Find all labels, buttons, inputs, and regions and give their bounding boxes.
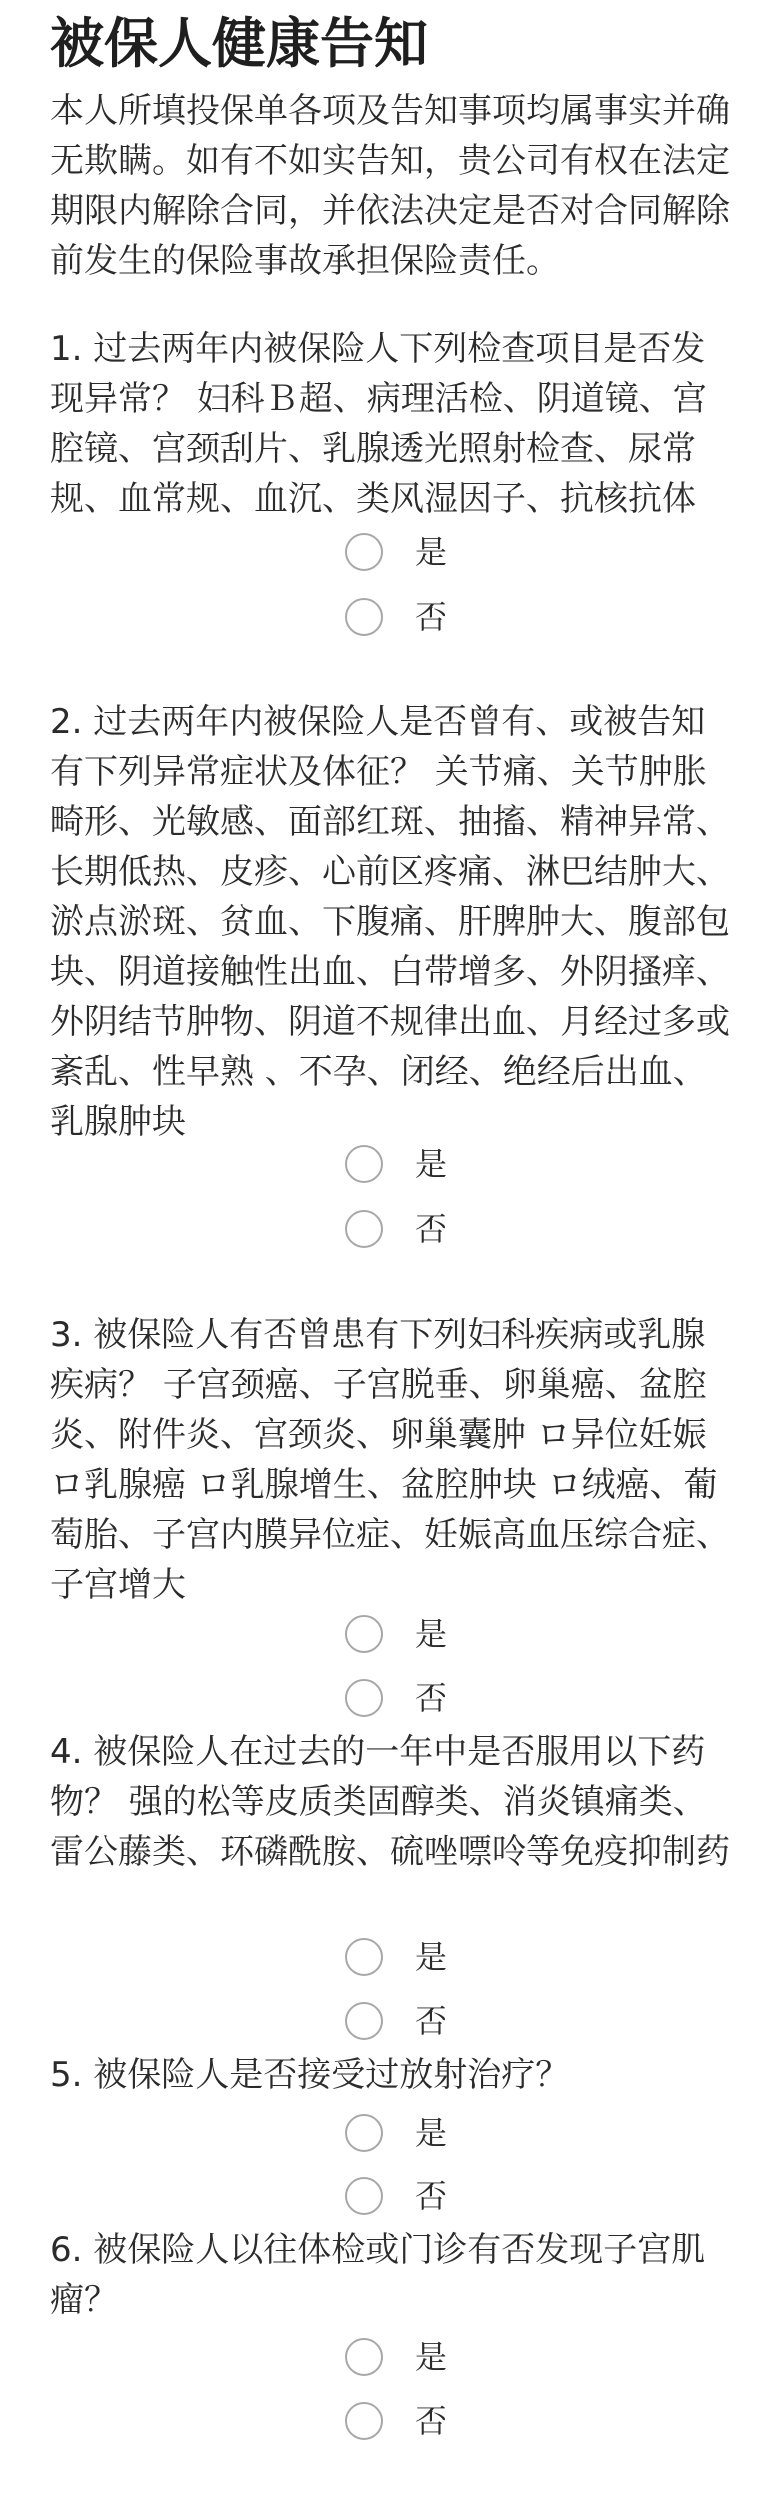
- radio-circle-icon[interactable]: [345, 2114, 383, 2152]
- question-1-text: 1. 过去两年内被保险人下列检查项目是否发现异常？ 妇科Ｂ超、病理活检、阴道镜、宫腔镜、宫颈刮片、乳腺透光照射检查、尿常规、血常规、血沉、类风湿因子、抗核抗体: [50, 329, 707, 519]
- radio-circle-icon[interactable]: [345, 1145, 383, 1183]
- radio-circle-icon[interactable]: [345, 2002, 383, 2040]
- question-2-option-yes[interactable]: [345, 1140, 447, 1188]
- question-3-text: 3. 被保险人有否曾患有下列妇科疾病或乳腺疾病？ 子宫颈癌、子宫脱垂、卵巢癌、盆腔炎、附件炎、宫颈炎、卵巢囊肿 ロ异位妊娠 ロ乳腺癌 ロ乳腺增生、盆腔肿块 ロ绒癌、葡萄胎、子宫内膜异位症、妊娠高血压综合症、子宫增大: [50, 1315, 730, 1605]
- declaration-text: 本人所填投保单各项及告知事项均属事实并确无欺瞒。如有不如实告知，贵公司有权在法定期限内解除合同，并依法决定是否对合同解除前发生的保险事故承担保险责任。: [50, 91, 730, 281]
- question-5-text: 5. 被保险人是否接受过放射治疗？: [50, 2055, 570, 2095]
- option-label-yes: 是: [415, 1145, 448, 1183]
- option-label-yes: 是: [415, 2114, 448, 2152]
- question-2-text: 2. 过去两年内被保险人是否曾有、或被告知有下列异常症状及体征？ 关节痛、关节肿胀畸形、光敏感、面部红斑、抽搐、精神异常、长期低热、皮疹、心前区疼痛、淋巴结肿大、淤点淤斑、贫血、下腹痛、肝脾肿大、腹部包块、阴道接触性出血、白带增多、外阴搔痒、外阴结节肿物、阴道不规律出血、月经过多或紊乱、性早熟 、不孕、闭经、绝经后出血、乳腺肿块: [50, 702, 730, 1142]
- radio-circle-icon[interactable]: [345, 1938, 383, 1976]
- option-label-no: 否: [415, 1679, 448, 1717]
- question-4-text: 4. 被保险人在过去的一年中是否服用以下药物？ 强的松等皮质类固醇类、消炎镇痛类、雷公藤类、环磷酰胺、硫唑嘌呤等免疫抑制药: [50, 1732, 730, 1872]
- question-6-option-no[interactable]: [345, 2397, 447, 2445]
- question-5-option-no[interactable]: [345, 2172, 447, 2220]
- option-label-yes: 是: [415, 533, 448, 571]
- question-5-option-yes[interactable]: [345, 2109, 447, 2157]
- page-title: 被保人健康告知: [50, 12, 428, 75]
- radio-circle-icon[interactable]: [345, 2177, 383, 2215]
- question-6-text: 6. 被保险人以往体检或门诊有否发现子宫肌瘤？: [50, 2230, 706, 2320]
- radio-circle-icon[interactable]: [345, 1615, 383, 1653]
- radio-circle-icon[interactable]: [345, 2402, 383, 2440]
- radio-circle-icon[interactable]: [345, 1210, 383, 1248]
- option-label-no: 否: [415, 2402, 448, 2440]
- option-label-no: 否: [415, 2177, 448, 2215]
- question-1-option-yes[interactable]: [345, 528, 447, 576]
- option-label-yes: 是: [415, 1615, 448, 1653]
- option-label-no: 否: [415, 598, 448, 636]
- question-2-option-no[interactable]: [345, 1205, 447, 1253]
- option-label-yes: 是: [415, 2338, 448, 2376]
- option-label-no: 否: [415, 1210, 448, 1248]
- question-3-option-yes[interactable]: [345, 1610, 447, 1658]
- radio-circle-icon[interactable]: [345, 1679, 383, 1717]
- question-1-option-no[interactable]: [345, 593, 447, 641]
- option-label-no: 否: [415, 2002, 448, 2040]
- radio-circle-icon[interactable]: [345, 2338, 383, 2376]
- question-4-option-yes[interactable]: [345, 1933, 447, 1981]
- option-label-yes: 是: [415, 1938, 448, 1976]
- radio-circle-icon[interactable]: [345, 598, 383, 636]
- question-3-option-no[interactable]: [345, 1674, 447, 1722]
- question-4-option-no[interactable]: [345, 1997, 447, 2045]
- radio-circle-icon[interactable]: [345, 533, 383, 571]
- question-6-option-yes[interactable]: [345, 2333, 447, 2381]
